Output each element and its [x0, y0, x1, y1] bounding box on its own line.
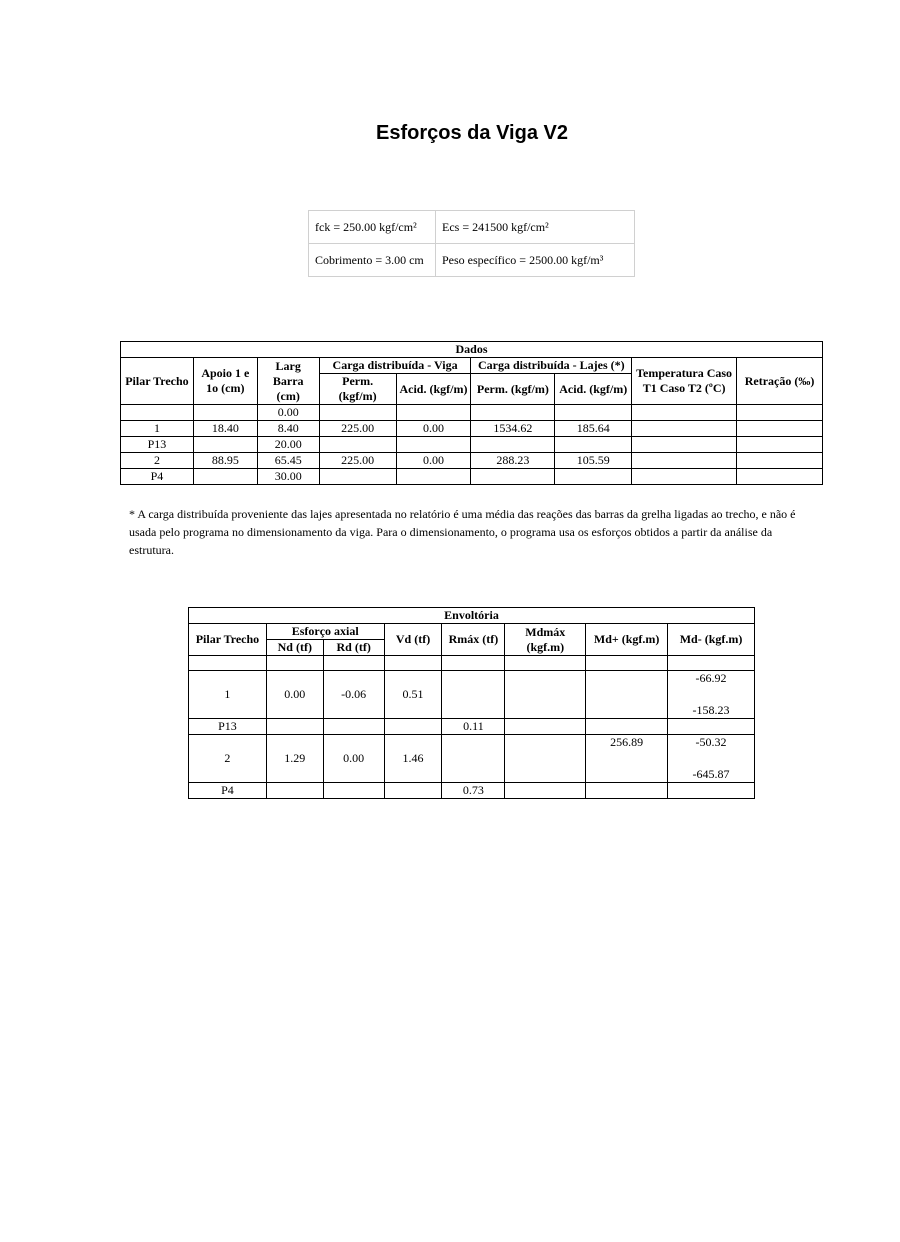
cell-lajes-perm: 288.23: [471, 453, 555, 469]
cell-pilar: P13: [121, 437, 194, 453]
cell-nd: [266, 783, 323, 799]
cell-lajes-perm: [471, 405, 555, 421]
cell-viga-acid: [396, 469, 471, 485]
table-row: [121, 405, 823, 421]
header-vd: Vd (tf): [384, 624, 442, 656]
cell-pilar: [121, 405, 194, 421]
fck-cell: fck = 250.00 kgf/cm²: [309, 211, 436, 244]
cell-temperatura: [632, 469, 737, 485]
cell-temperatura: [632, 453, 737, 469]
cell-apoio: 88.95: [193, 453, 257, 469]
cell-md-plus: [586, 671, 668, 719]
cobrimento-cell: Cobrimento = 3.00 cm: [309, 244, 436, 277]
header-pilar-trecho: Pilar Trecho: [121, 358, 194, 405]
header-lajes-perm: Perm. (kgf/m): [471, 374, 555, 405]
cell-rd: 0.00: [323, 735, 384, 783]
cell-viga-acid: [396, 405, 471, 421]
cell-larg: 65.45: [257, 453, 319, 469]
header-apoio: Apoio 1 e 1o (cm): [193, 358, 257, 405]
cell-md-minus: [668, 671, 755, 719]
cell-retracao: [737, 437, 823, 453]
page-title: Esforços da Viga V2: [376, 122, 568, 144]
cell-rd: [323, 719, 384, 735]
cell-rd: [323, 783, 384, 799]
cell-mdmax: [505, 735, 586, 783]
header-md-plus: Md+ (kgf.m): [586, 624, 668, 656]
header-md-minus: Md- (kgf.m): [668, 624, 755, 656]
table-row: [189, 671, 755, 719]
cell-vd: [384, 719, 442, 735]
cell-viga-perm: [319, 405, 396, 421]
cell-larg: 30.00: [257, 469, 319, 485]
cell-md-plus: [586, 656, 668, 671]
cell-md-minus: [668, 735, 755, 783]
header-retracao: Retração (‰): [737, 358, 823, 405]
cell-viga-acid: [396, 437, 471, 453]
cell-viga-acid: 0.00: [396, 421, 471, 437]
cell-retracao: [737, 469, 823, 485]
cell-viga-acid: 0.00: [396, 453, 471, 469]
header-pilar-trecho: Pilar Trecho: [189, 624, 267, 656]
cell-rd: -0.06: [323, 671, 384, 719]
cell-pilar: P13: [189, 719, 267, 735]
cell-lajes-perm: [471, 437, 555, 453]
material-properties-table: [308, 210, 635, 277]
cell-larg: 0.00: [257, 405, 319, 421]
header-mdmax: Mdmáx (kgf.m): [505, 624, 586, 656]
cell-viga-perm: 225.00: [319, 453, 396, 469]
cell-mdmax: [505, 783, 586, 799]
cell-pilar: 1: [121, 421, 194, 437]
header-nd: Nd (tf): [266, 640, 323, 656]
cell-rd: [323, 656, 384, 671]
cell-larg: 20.00: [257, 437, 319, 453]
envoltoria-caption: Envoltória: [189, 608, 755, 624]
cell-lajes-perm: 1534.62: [471, 421, 555, 437]
cell-md-minus: [668, 656, 755, 671]
cell-md-plus: [586, 719, 668, 735]
table-row: [121, 421, 823, 437]
cell-nd: 0.00: [266, 671, 323, 719]
table-row: [121, 453, 823, 469]
cell-temperatura: [632, 437, 737, 453]
header-lajes-acid: Acid. (kgf/m): [555, 374, 632, 405]
table-row: [189, 656, 755, 671]
header-rd: Rd (tf): [323, 640, 384, 656]
cell-nd: [266, 719, 323, 735]
cell-lajes-acid: [555, 405, 632, 421]
cell-vd: 1.46: [384, 735, 442, 783]
cell-apoio: [193, 469, 257, 485]
table-row: [121, 437, 823, 453]
cell-md-minus: [668, 719, 755, 735]
ecs-cell: Ecs = 241500 kgf/cm²: [436, 211, 635, 244]
table-row: [189, 719, 755, 735]
cell-pilar: [189, 656, 267, 671]
cell-rmax: 0.73: [442, 783, 505, 799]
cell-pilar: 2: [121, 453, 194, 469]
cell-vd: [384, 656, 442, 671]
dados-caption: Dados: [121, 342, 823, 358]
cell-rmax: 0.11: [442, 719, 505, 735]
cell-md-plus: 256.89: [586, 735, 668, 783]
cell-nd: 1.29: [266, 735, 323, 783]
cell-lajes-perm: [471, 469, 555, 485]
cell-viga-perm: [319, 437, 396, 453]
md-minus-value-upper: -50.32: [695, 735, 727, 749]
peso-especifico-cell: Peso específico = 2500.00 kgf/m³: [436, 244, 635, 277]
table-row: [189, 735, 755, 783]
cell-rmax: [442, 671, 505, 719]
cell-apoio: [193, 437, 257, 453]
md-minus-value-lower: -158.23: [692, 703, 730, 717]
cell-viga-perm: 225.00: [319, 421, 396, 437]
cell-mdmax: [505, 671, 586, 719]
cell-lajes-acid: 185.64: [555, 421, 632, 437]
cell-vd: [384, 783, 442, 799]
cell-vd: 0.51: [384, 671, 442, 719]
table-row: [121, 469, 823, 485]
table-row: [189, 783, 755, 799]
header-viga-acid: Acid. (kgf/m): [396, 374, 471, 405]
cell-temperatura: [632, 421, 737, 437]
cell-retracao: [737, 453, 823, 469]
cell-retracao: [737, 405, 823, 421]
cell-mdmax: [505, 719, 586, 735]
cell-md-minus: [668, 783, 755, 799]
cell-viga-perm: [319, 469, 396, 485]
header-viga-perm: Perm. (kgf/m): [319, 374, 396, 405]
cell-rmax: [442, 735, 505, 783]
header-rmax: Rmáx (tf): [442, 624, 505, 656]
cell-pilar: P4: [121, 469, 194, 485]
cell-apoio: [193, 405, 257, 421]
dados-table: [120, 341, 823, 485]
cell-pilar: 1: [189, 671, 267, 719]
header-carga-viga: Carga distribuída - Viga: [319, 358, 471, 374]
cell-lajes-acid: [555, 469, 632, 485]
cell-nd: [266, 656, 323, 671]
cell-lajes-acid: 105.59: [555, 453, 632, 469]
envoltoria-table: [188, 607, 755, 799]
md-minus-value-lower: -645.87: [692, 767, 730, 781]
cell-md-plus: [586, 783, 668, 799]
md-minus-value-upper: -66.92: [695, 671, 727, 685]
cell-apoio: 18.40: [193, 421, 257, 437]
cell-larg: 8.40: [257, 421, 319, 437]
cell-retracao: [737, 421, 823, 437]
cell-rmax: [442, 656, 505, 671]
cell-temperatura: [632, 405, 737, 421]
header-carga-lajes: Carga distribuída - Lajes (*): [471, 358, 632, 374]
header-temperatura: Temperatura Caso T1 Caso T2 (ºC): [632, 358, 737, 405]
cell-pilar: P4: [189, 783, 267, 799]
cell-mdmax: [505, 656, 586, 671]
header-esforco-axial: Esforço axial: [266, 624, 384, 640]
cell-lajes-acid: [555, 437, 632, 453]
lajes-footnote: * A carga distribuída proveniente das lajes apresentada no relatório é uma média das reações das barras da grelha ligadas ao trecho, e não é usada pelo programa no dimensionamento da viga. Para o dimensionamento, o programa usa os esforços obtidos a partir da análise da estrutura.: [129, 507, 796, 557]
cell-pilar: 2: [189, 735, 267, 783]
header-larg-barra: Larg Barra (cm): [257, 358, 319, 405]
